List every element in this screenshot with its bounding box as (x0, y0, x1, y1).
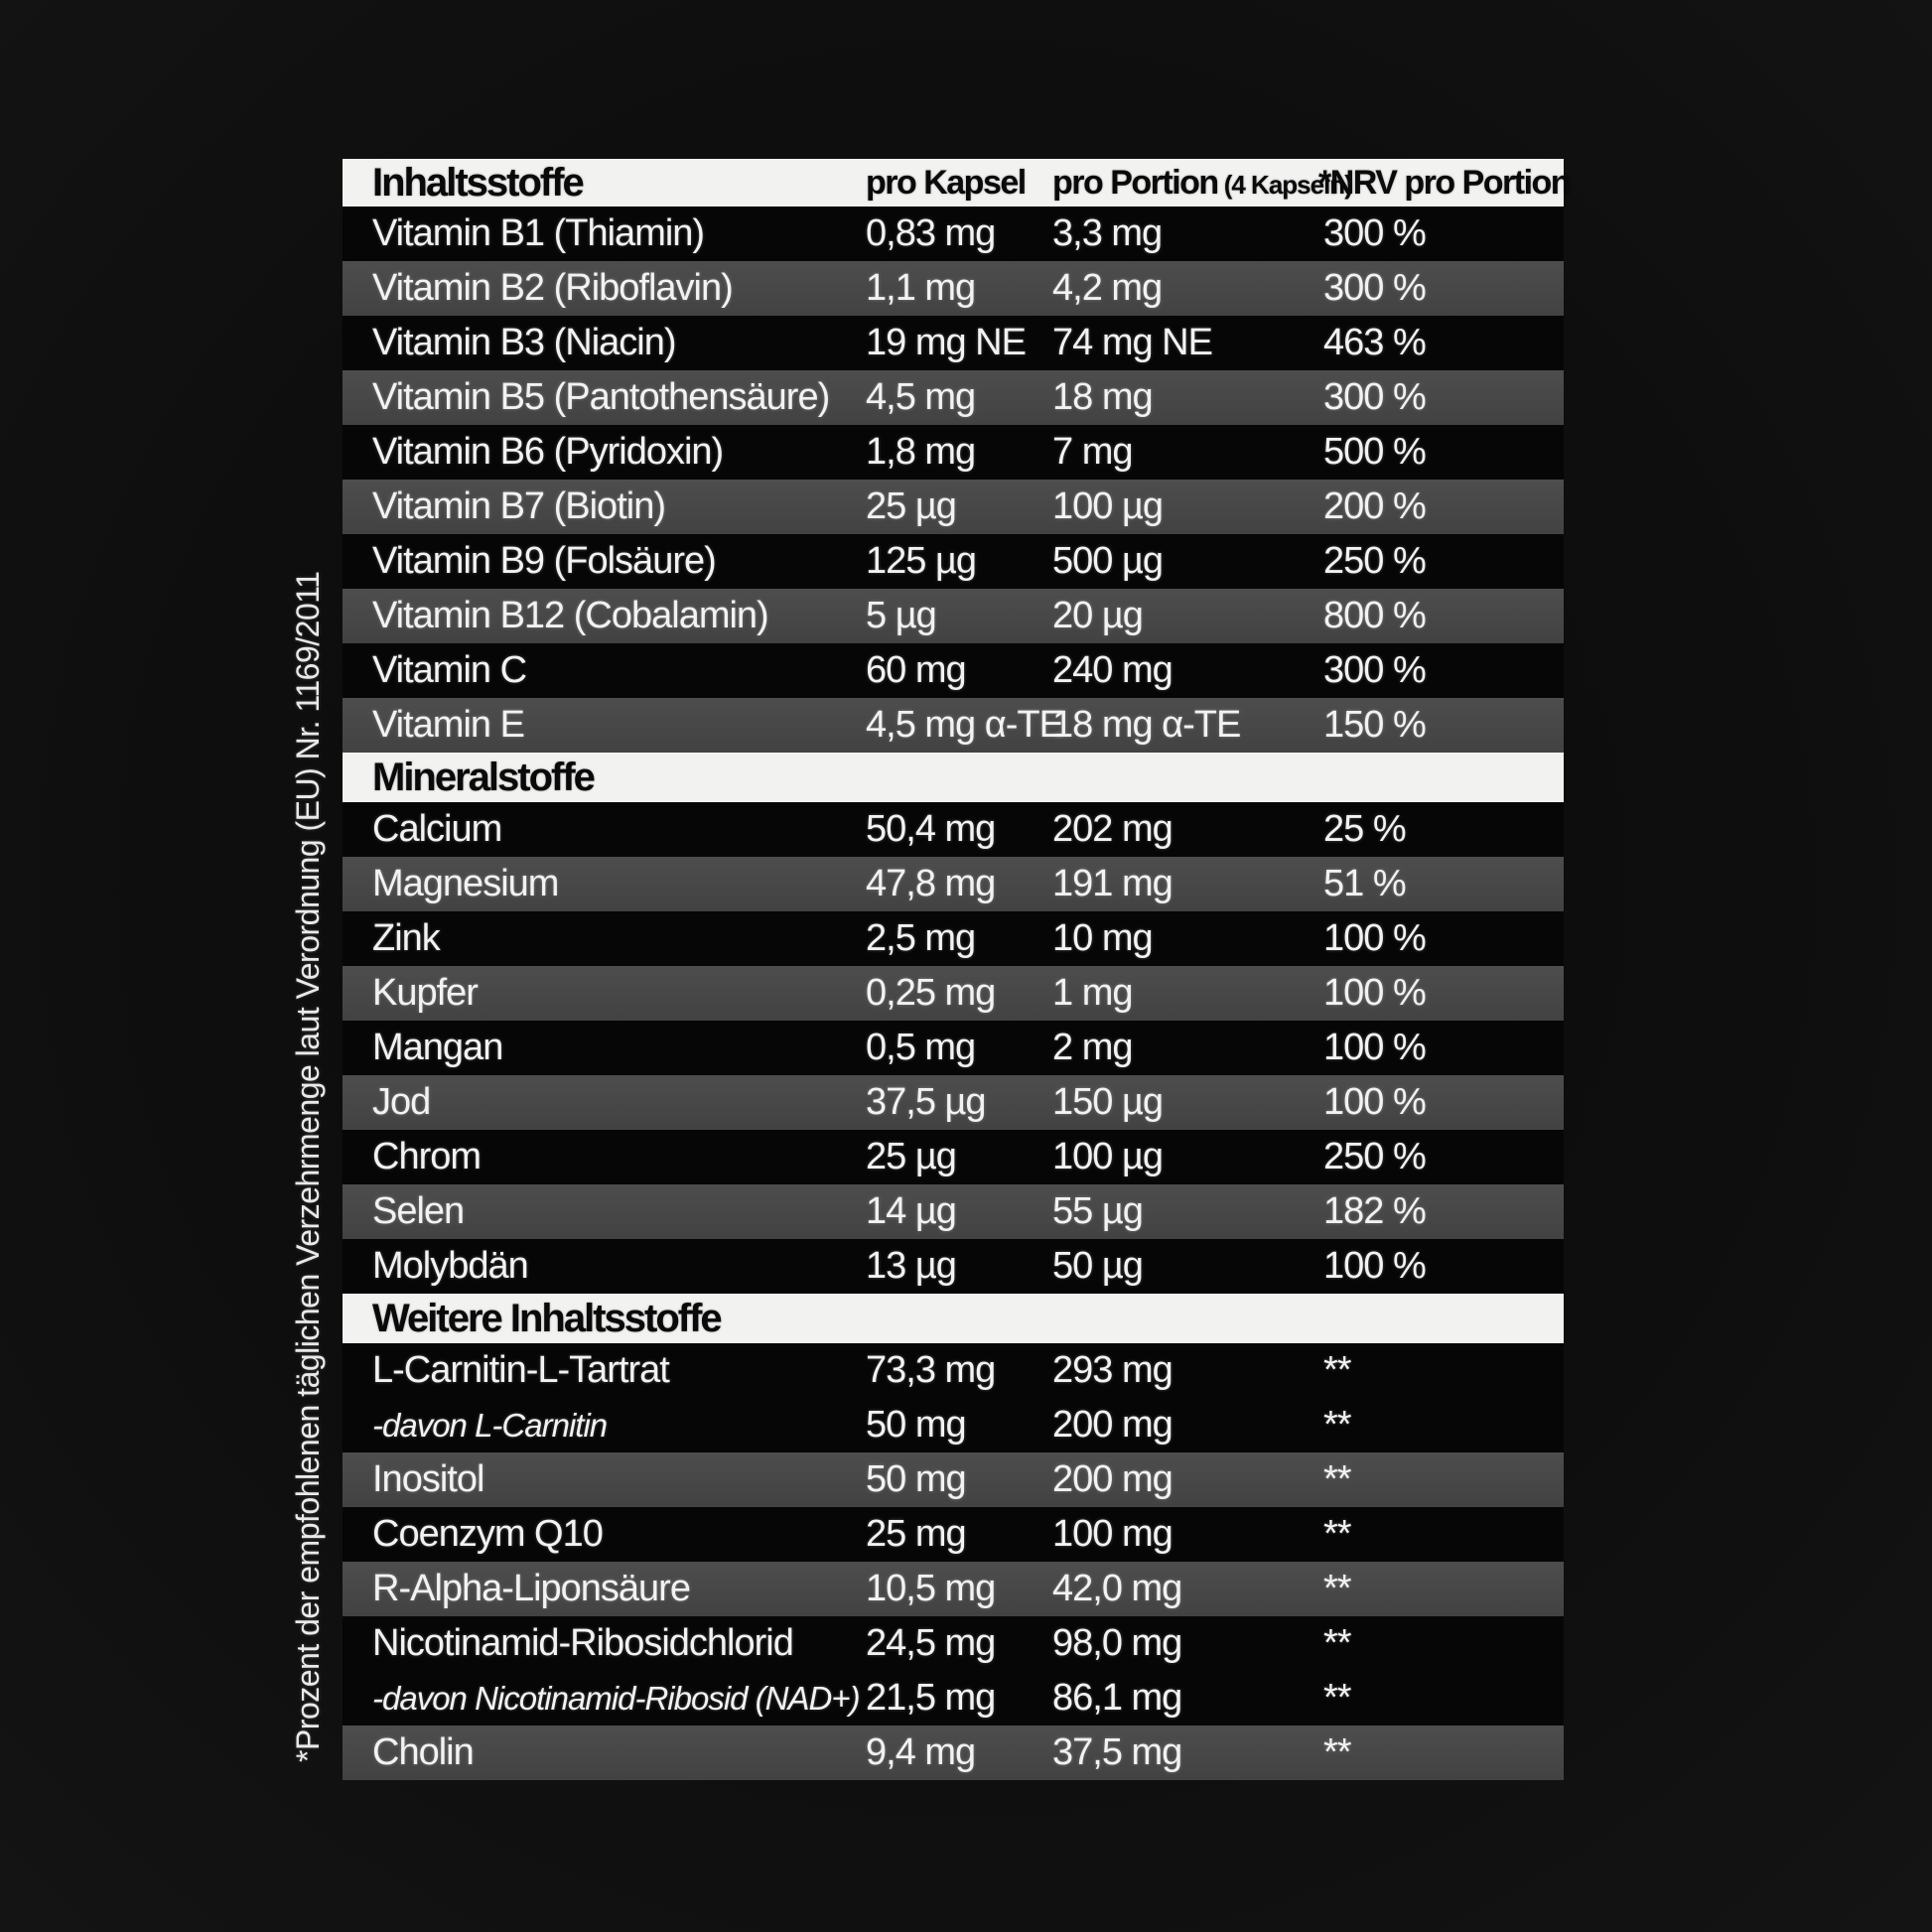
table-row (343, 1398, 1564, 1452)
nrv-value: 300 % (1323, 212, 1426, 254)
per-portion-value: 18 mg α-TE (1052, 704, 1241, 746)
per-portion-value: 202 mg (1052, 808, 1173, 850)
per-portion-value: 18 mg (1052, 376, 1153, 418)
nrv-value: 250 % (1323, 1136, 1426, 1177)
per-portion-value: 98,0 mg (1052, 1622, 1182, 1664)
table-row (343, 207, 1564, 261)
table-header-bar (343, 159, 1571, 207)
per-portion-value: 200 mg (1052, 1458, 1173, 1500)
ingredient-name: R-Alpha-Liponsäure (372, 1568, 690, 1609)
nrv-value: ** (1323, 1404, 1351, 1446)
per-portion-value: 42,0 mg (1052, 1568, 1182, 1609)
nrv-value: 463 % (1323, 322, 1426, 363)
per-portion-value: 1 mg (1052, 972, 1133, 1014)
table-row (343, 1671, 1564, 1725)
nrv-value: 100 % (1323, 1027, 1426, 1068)
per-portion-value: 3,3 mg (1052, 212, 1163, 254)
footnote-nrv-regulation: *Prozent der empfohlenen täglichen Verzehrmenge laut Verordnung (EU) Nr. 1169/2011 (290, 571, 326, 1762)
ingredient-name: Nicotinamid-Ribosidchlorid (372, 1622, 793, 1664)
nrv-value: 100 % (1323, 917, 1426, 959)
table-row (343, 1021, 1564, 1075)
nrv-value: ** (1323, 1568, 1351, 1609)
per-portion-value: 100 µg (1052, 485, 1163, 527)
nrv-value: 25 % (1323, 808, 1406, 850)
table-row (343, 698, 1564, 753)
nrv-value: ** (1323, 1731, 1351, 1773)
nrv-value: 182 % (1323, 1190, 1426, 1232)
per-portion-value: 500 µg (1052, 540, 1163, 582)
nrv-value: ** (1323, 1349, 1351, 1391)
per-capsule-value: 60 mg (866, 649, 966, 691)
ingredient-name: Vitamin C (372, 649, 527, 691)
table-row (343, 1343, 1564, 1398)
table-row (343, 966, 1564, 1021)
nrv-value: 100 % (1323, 1245, 1426, 1287)
ingredient-name: Vitamin B7 (Biotin) (372, 485, 665, 527)
per-capsule-value: 25 µg (866, 1136, 956, 1177)
per-portion-value: 37,5 mg (1052, 1731, 1182, 1773)
per-capsule-value: 2,5 mg (866, 917, 976, 959)
table-row (343, 1616, 1564, 1671)
ingredient-name: Magnesium (372, 863, 559, 904)
per-portion-value: 2 mg (1052, 1027, 1133, 1068)
nrv-value: 500 % (1323, 431, 1426, 473)
nrv-value: 200 % (1323, 485, 1426, 527)
ingredient-name: -davon L-Carnitin (372, 1407, 608, 1444)
per-portion-value: 293 mg (1052, 1349, 1173, 1391)
table-row (343, 534, 1564, 589)
ingredient-name: Vitamin E (372, 704, 524, 746)
section-header-bar (343, 753, 1564, 802)
per-capsule-value: 125 µg (866, 540, 976, 582)
per-portion-capsule-note: (4 Kapseln) (1223, 170, 1352, 200)
nrv-value: ** (1323, 1677, 1351, 1719)
per-capsule-value: 1,8 mg (866, 431, 976, 473)
table-row (343, 1239, 1564, 1294)
section-header-bar (343, 1294, 1564, 1343)
table-row (343, 1725, 1564, 1780)
column-header-per-portion (1052, 159, 1352, 207)
ingredient-name: Mangan (372, 1027, 503, 1068)
table-title: Inhaltsstoffe (372, 161, 583, 205)
table-row (343, 802, 1564, 857)
per-portion-value: 100 mg (1052, 1513, 1173, 1555)
ingredient-name: Selen (372, 1190, 465, 1232)
per-portion-value: 50 µg (1052, 1245, 1143, 1287)
table-row (343, 316, 1564, 370)
per-capsule-value: 9,4 mg (866, 1731, 976, 1773)
ingredient-name: Chrom (372, 1136, 482, 1177)
ingredient-name: Jod (372, 1081, 431, 1123)
per-capsule-value: 47,8 mg (866, 863, 996, 904)
per-capsule-value: 19 mg NE (866, 322, 1026, 363)
ingredient-name: Cholin (372, 1731, 474, 1773)
per-portion-value: 191 mg (1052, 863, 1173, 904)
per-capsule-value: 14 µg (866, 1190, 956, 1232)
ingredient-name: Vitamin B3 (Niacin) (372, 322, 676, 363)
per-capsule-value: 0,83 mg (866, 212, 996, 254)
per-capsule-value: 25 µg (866, 485, 956, 527)
nrv-value: 250 % (1323, 540, 1426, 582)
per-portion-label: pro Portion (1052, 164, 1218, 202)
per-capsule-value: 0,5 mg (866, 1027, 976, 1068)
per-portion-value: 240 mg (1052, 649, 1173, 691)
table-row (343, 1075, 1564, 1130)
table-row (343, 1130, 1564, 1184)
nrv-value: 300 % (1323, 649, 1426, 691)
nrv-value: 150 % (1323, 704, 1426, 746)
per-capsule-value: 13 µg (866, 1245, 956, 1287)
ingredient-name: Vitamin B1 (Thiamin) (372, 212, 705, 254)
per-portion-value: 200 mg (1052, 1404, 1173, 1446)
table-row (343, 589, 1564, 643)
ingredient-name: Vitamin B5 (Pantothensäure) (372, 376, 830, 418)
section-title: Weitere Inhaltsstoffe (372, 1297, 721, 1340)
nrv-value: 51 % (1323, 863, 1406, 904)
per-capsule-value: 0,25 mg (866, 972, 996, 1014)
per-capsule-value: 5 µg (866, 595, 936, 636)
per-portion-value: 55 µg (1052, 1190, 1143, 1232)
table-row (343, 1562, 1564, 1616)
ingredient-name: Vitamin B6 (Pyridoxin) (372, 431, 724, 473)
table-row (343, 480, 1564, 534)
column-header-per-capsule: pro Kapsel (866, 164, 1026, 202)
per-capsule-value: 50 mg (866, 1458, 966, 1500)
per-capsule-value: 10,5 mg (866, 1568, 996, 1609)
nrv-value: 300 % (1323, 267, 1426, 309)
column-header-nrv: *NRV pro Portion (1318, 164, 1571, 202)
table-row (343, 643, 1564, 698)
nrv-value: 100 % (1323, 1081, 1426, 1123)
per-capsule-value: 50,4 mg (866, 808, 996, 850)
per-capsule-value: 37,5 µg (866, 1081, 986, 1123)
table-row (343, 911, 1564, 966)
table-row (343, 1184, 1564, 1239)
ingredient-name: Calcium (372, 808, 502, 850)
table-row (343, 857, 1564, 911)
per-capsule-value: 4,5 mg α-TE (866, 704, 1063, 746)
ingredient-name: Coenzym Q10 (372, 1513, 603, 1555)
per-portion-value: 4,2 mg (1052, 267, 1163, 309)
per-capsule-value: 21,5 mg (866, 1677, 996, 1719)
per-portion-value: 7 mg (1052, 431, 1133, 473)
table-row (343, 261, 1564, 316)
per-capsule-value: 24,5 mg (866, 1622, 996, 1664)
table-row (343, 1507, 1564, 1562)
per-capsule-value: 25 mg (866, 1513, 966, 1555)
ingredient-name: Inositol (372, 1458, 484, 1500)
nrv-value: 300 % (1323, 376, 1426, 418)
per-capsule-value: 50 mg (866, 1404, 966, 1446)
nrv-value: 100 % (1323, 972, 1426, 1014)
per-portion-value: 100 µg (1052, 1136, 1163, 1177)
ingredient-name: L-Carnitin-L-Tartrat (372, 1349, 669, 1391)
table-row (343, 370, 1564, 425)
ingredient-name: Molybdän (372, 1245, 528, 1287)
nrv-value: 800 % (1323, 595, 1426, 636)
per-portion-value: 86,1 mg (1052, 1677, 1182, 1719)
ingredient-name: -davon Nicotinamid-Ribosid (NAD+) (372, 1680, 860, 1717)
per-portion-value: 10 mg (1052, 917, 1153, 959)
ingredient-name: Vitamin B2 (Riboflavin) (372, 267, 733, 309)
section-title: Mineralstoffe (372, 756, 594, 799)
table-row (343, 1452, 1564, 1507)
nrv-value: ** (1323, 1513, 1351, 1555)
per-capsule-value: 73,3 mg (866, 1349, 996, 1391)
ingredient-name: Vitamin B9 (Folsäure) (372, 540, 716, 582)
nrv-value: ** (1323, 1622, 1351, 1664)
table-row (343, 425, 1564, 480)
ingredient-name: Zink (372, 917, 440, 959)
ingredient-name: Kupfer (372, 972, 478, 1014)
per-capsule-value: 1,1 mg (866, 267, 976, 309)
ingredient-name: Vitamin B12 (Cobalamin) (372, 595, 768, 636)
per-portion-value: 74 mg NE (1052, 322, 1212, 363)
nrv-value: ** (1323, 1458, 1351, 1500)
per-portion-value: 20 µg (1052, 595, 1143, 636)
per-portion-value: 150 µg (1052, 1081, 1163, 1123)
per-capsule-value: 4,5 mg (866, 376, 976, 418)
